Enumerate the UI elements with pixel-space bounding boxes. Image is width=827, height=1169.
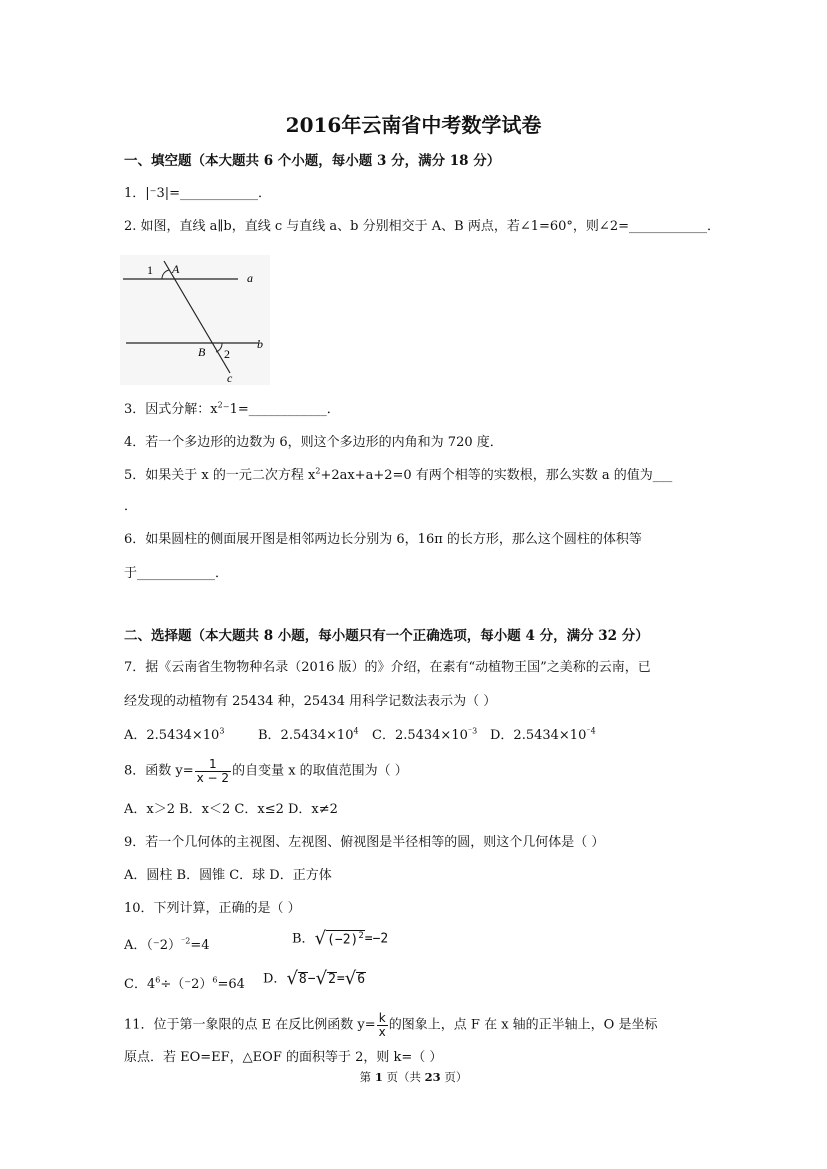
page-title: 2016年云南省中考数学试卷 xyxy=(285,113,542,137)
footer-text: 第 xyxy=(359,1070,375,1084)
q10-b-result: =−2 xyxy=(364,931,389,947)
question-7-option-c xyxy=(372,728,477,744)
question-2: 2. 如图，直线 a∥b，直线 c 与直线 a、b 分别相交于 A、B 两点，若∠1=60°，则∠2=____________． xyxy=(124,219,720,234)
label-1: 1 xyxy=(147,263,153,277)
q10-d-label: D． xyxy=(263,971,287,987)
label-c: c xyxy=(227,371,233,385)
question-5 xyxy=(124,468,672,484)
q11-numerator: k xyxy=(378,1011,386,1025)
footer-page-number: 1 xyxy=(374,1070,383,1084)
q7-c-exp: ⁻3 xyxy=(467,726,478,736)
q5-text: 5．如果关于 x 的一元二次方程 x xyxy=(124,468,316,483)
q3-exponent: 2 xyxy=(217,400,223,410)
q5-text-end: +2ax+a+2=0 有两个相等的实数根，那么实数 a 的值为___ xyxy=(320,468,673,483)
section-heading-multiple-choice: 二、选择题（本大题共 8 小题，每小题只有一个正确选项，每小题 4 分，满分 32 分） xyxy=(124,628,649,644)
question-7-option-b xyxy=(258,728,359,744)
q10-a-exp: ⁻2 xyxy=(181,936,191,946)
q10-c-exp2: 6 xyxy=(212,975,218,985)
label-a: a xyxy=(247,271,253,285)
question-10-option-a xyxy=(124,938,210,954)
section-heading-fill-in: 一、填空题（本大题共 6 个小题，每小题 3 分，满分 18 分） xyxy=(124,153,501,169)
sqrt-symbol: √ xyxy=(344,968,357,989)
question-8 xyxy=(124,758,408,784)
q10-a-text: A．（⁻2） xyxy=(124,938,182,953)
q10-c-exp: 6 xyxy=(155,975,161,985)
label-2: 2 xyxy=(224,347,230,361)
sqrt-symbol: √ xyxy=(286,968,298,989)
question-10-option-d xyxy=(263,970,366,988)
q10-d-radicand-1: 8 xyxy=(298,972,307,988)
sqrt-symbol: √ xyxy=(314,928,327,950)
label-B: B xyxy=(198,345,206,359)
q10-c-mid: ÷（⁻2） xyxy=(160,977,213,992)
question-7-line1: 7．据《云南省生物物种名录（2016 版）的》介绍，在素有“动植物王国”之美称的云南，已 xyxy=(124,660,651,675)
page-footer xyxy=(0,1071,827,1085)
q7-d-exp: ⁻4 xyxy=(586,726,596,736)
q11-text-end: 的图象上，点 F 在 x 轴的正半轴上，O 是坐标 xyxy=(388,1017,658,1033)
q10-d-radicand-3: 6 xyxy=(357,972,366,988)
q10-a-end: =4 xyxy=(190,938,210,953)
question-6-line2: 于____________． xyxy=(124,566,229,581)
q10-d-minus: − xyxy=(307,971,316,987)
label-b: b xyxy=(257,337,263,351)
q8-denominator: x − 2 xyxy=(196,770,230,785)
question-11-line1 xyxy=(124,1012,657,1038)
footer-total-pages: 23 xyxy=(424,1070,441,1084)
question-7-line2: 经发现的动植物有 25434 种，25434 用科学记数法表示为（ ） xyxy=(124,694,497,709)
footer-text-mid: 页（共 xyxy=(382,1070,425,1084)
q11-fraction xyxy=(377,1012,388,1038)
q8-text-end: 的自变量 x 的取值范围为（ ） xyxy=(232,763,408,779)
question-10-option-c xyxy=(124,977,245,993)
q3-text-end: ⁻1=____________． xyxy=(222,402,340,417)
q7-b-exp: 4 xyxy=(353,726,359,736)
q8-text: 8．函数 y= xyxy=(124,763,194,779)
q10-b-label: B． xyxy=(292,931,315,947)
q7-a-text: A．2.5434×10 xyxy=(124,728,220,743)
footer-text-end: 页） xyxy=(440,1070,468,1084)
q10-d-sqrt-3 xyxy=(345,970,366,988)
question-5-dot: ． xyxy=(124,499,138,514)
q10-d-sqrt-1 xyxy=(286,970,307,988)
parallel-lines-figure xyxy=(120,255,270,385)
question-10-option-b xyxy=(292,930,388,948)
label-A: A xyxy=(172,262,180,276)
question-8-options: A．x＞2 B．x＜2 C．x≤2 D．x≠2 xyxy=(124,802,338,817)
q7-b-text: B．2.5434×10 xyxy=(258,728,354,743)
question-9: 9．若一个几何体的主视图、左视图、俯视图是半径相等的圆，则这个几何体是（ ） xyxy=(124,835,605,850)
q7-d-text: D．2.5434×10 xyxy=(490,728,587,743)
question-9-options: A．圆柱 B．圆锥 C．球 D．正方体 xyxy=(124,868,332,883)
q11-text: 11．位于第一象限的点 E 在反比例函数 y= xyxy=(124,1017,376,1033)
q10-d-equals: = xyxy=(336,971,345,987)
q8-fraction xyxy=(195,758,231,784)
question-3 xyxy=(124,402,340,418)
question-4: 4．若一个多边形的边数为 6，则这个多边形的内角和为 720 度． xyxy=(124,435,503,450)
question-11-line2: 原点．若 EO=EF，△EOF 的面积等于 2，则 k=（ ） xyxy=(124,1050,443,1065)
sqrt-symbol: √ xyxy=(315,968,328,989)
q11-denominator: x xyxy=(378,1024,386,1039)
q5-exponent: 2 xyxy=(315,466,321,476)
q10-b-sqrt xyxy=(315,930,365,948)
q7-a-exp: 3 xyxy=(219,726,225,736)
q10-c-text: C．4 xyxy=(124,977,156,992)
q7-c-text: C．2.5434×10 xyxy=(372,728,468,743)
question-6-line1: 6．如果圆柱的侧面展开图是相邻两边长分别为 6，16π 的长方形，那么这个圆柱的体积等 xyxy=(124,532,642,547)
q10-c-end: =64 xyxy=(217,977,245,992)
question-7-option-d xyxy=(490,728,596,744)
q3-text: 3．因式分解：x xyxy=(124,402,218,417)
q10-d-sqrt-2 xyxy=(316,970,337,988)
q10-b-radicand: (−2) xyxy=(327,932,359,948)
q10-d-radicand-2: 2 xyxy=(328,972,336,988)
question-1: 1．|⁻3|=____________． xyxy=(124,186,272,201)
q8-numerator: 1 xyxy=(209,757,217,771)
q10-b-exp: 2 xyxy=(358,931,364,941)
question-7-option-a xyxy=(124,728,224,744)
question-10: 10．下列计算，正确的是（ ） xyxy=(124,901,301,916)
